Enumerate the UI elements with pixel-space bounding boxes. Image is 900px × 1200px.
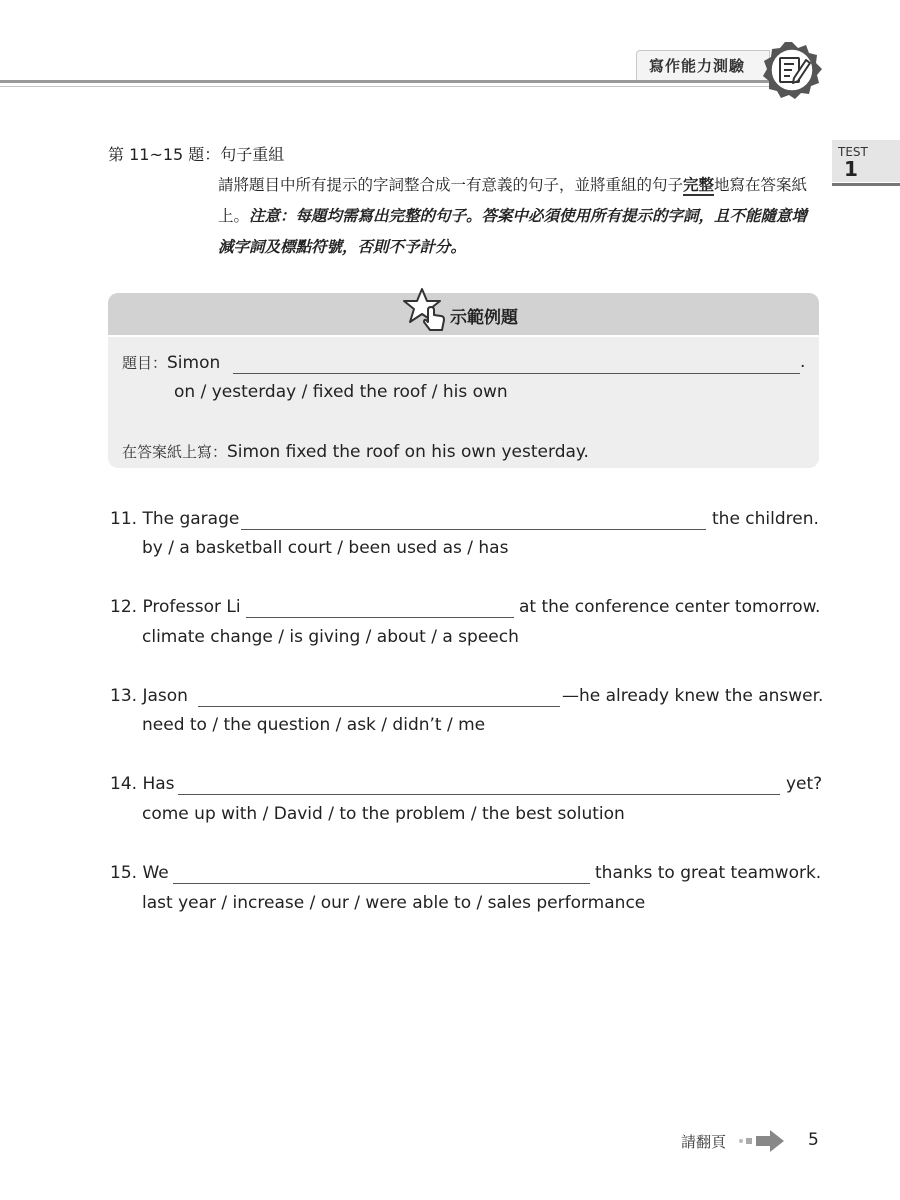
instructions-emphasis: 注意：每題均需寫出完整的句子。答案中必須使用所有提示的字詞，且不能隨意增減字詞及標點符號，否則不予計分。 <box>218 207 808 256</box>
question-11-end: the children. <box>712 509 819 529</box>
turn-page-label: 請翻頁 <box>681 1133 727 1151</box>
example-prompt-label: 題目： <box>122 354 168 372</box>
writing-badge-icon <box>760 40 824 100</box>
example-answer <box>122 441 589 462</box>
page-number: 5 <box>808 1130 819 1150</box>
test-label: TEST <box>838 145 868 159</box>
question-12-start: 12. Professor Li <box>110 597 241 617</box>
section-title: 寫作能力測驗 <box>636 50 770 80</box>
example-answer-text: Simon fixed the roof on his own yesterday. <box>227 442 589 462</box>
question-11-blank <box>241 529 706 530</box>
question-12-end: at the conference center tomorrow. <box>519 597 821 617</box>
question-11-start: 11. The garage <box>110 509 240 529</box>
instructions-text-2: 地寫在答案紙上。 <box>218 176 808 225</box>
instructions-text-1: 請將題目中所有提示的字詞整合成一有意義的句子，並將重組的句子 <box>218 176 684 194</box>
question-14-start: 14. Has <box>110 774 175 794</box>
question-12-blank <box>246 617 514 618</box>
instructions-body <box>218 170 818 263</box>
next-page-arrow-icon <box>738 1128 788 1154</box>
question-13-start: 13. Jason <box>110 686 188 706</box>
question-12-words: climate change / is giving / about / a speech <box>142 627 519 647</box>
star-pointer-icon <box>400 286 450 332</box>
example-words: on / yesterday / fixed the roof / his own <box>174 382 508 402</box>
example-prompt <box>122 352 220 373</box>
example-prompt-start: Simon <box>167 353 221 373</box>
question-13-words: need to / the question / ask / didn’t / me <box>142 715 486 735</box>
question-15-blank <box>173 883 590 884</box>
test-number: 1 <box>844 157 858 181</box>
question-14-blank <box>178 794 780 795</box>
question-15-end: thanks to great teamwork. <box>595 863 822 883</box>
question-13-end: —he already knew the answer. <box>562 686 824 706</box>
question-11-words: by / a basketball court / been used as / has <box>142 538 509 558</box>
question-13-blank <box>198 706 560 707</box>
question-15-start: 15. We <box>110 863 169 883</box>
question-14-words: come up with / David / to the problem / the best solution <box>142 804 625 824</box>
example-heading: 示範例題 <box>450 308 518 328</box>
question-14-end: yet? <box>786 774 823 794</box>
example-answer-blank <box>233 373 800 374</box>
example-answer-label: 在答案紙上寫： <box>122 443 228 461</box>
test-tab <box>832 140 900 182</box>
instructions-title: 第 11~15 題：句子重組 <box>108 145 285 164</box>
example-prompt-end: . <box>800 352 806 372</box>
header-rule-thin <box>0 86 770 87</box>
test-tab-rule <box>832 183 900 186</box>
question-15-words: last year / increase / our / were able to / sales performance <box>142 893 646 913</box>
instructions-underlined: 完整 <box>683 176 715 194</box>
